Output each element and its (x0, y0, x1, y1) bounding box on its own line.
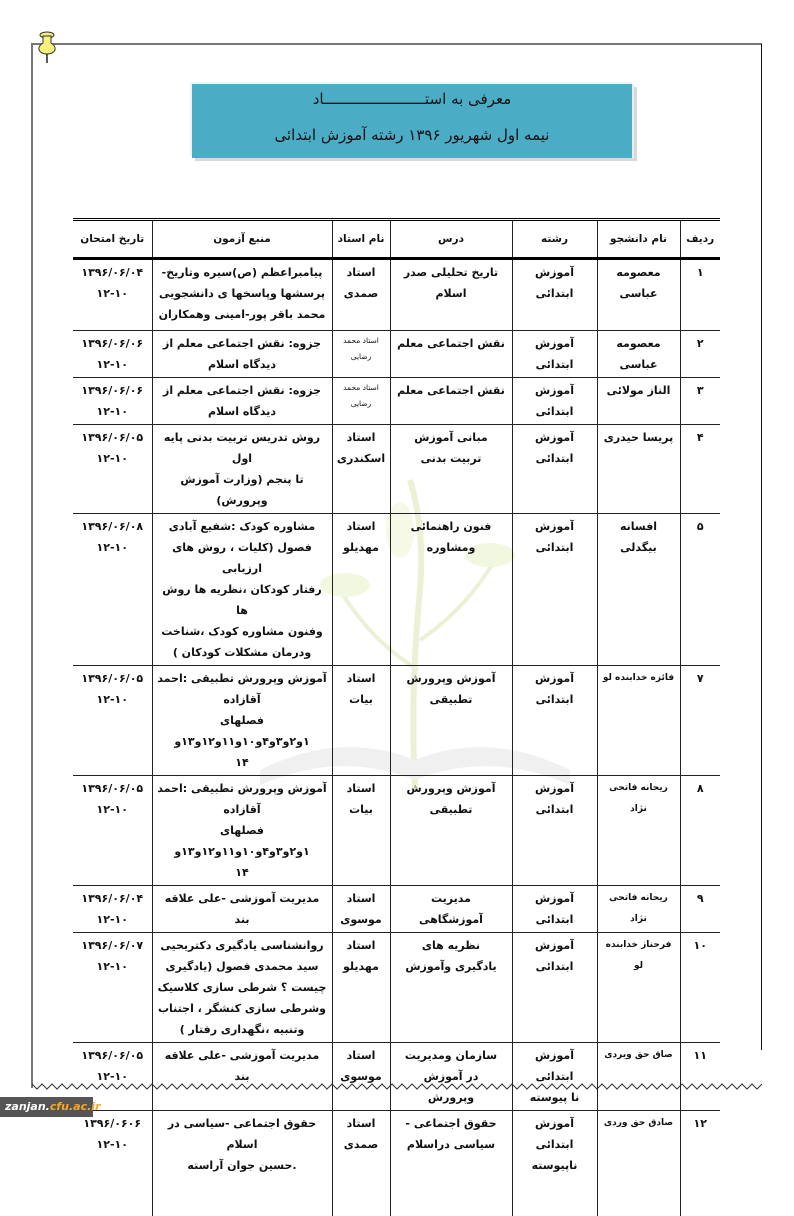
cell-exam-date (73, 331, 152, 378)
cell-row-number: ۱۰ (680, 933, 720, 1043)
page-frame-right (761, 44, 762, 1050)
cell-student-name: پریسا حیدری (597, 425, 680, 514)
cell-course-line: اسلام (435, 287, 467, 300)
cell-row-number: ۸ (680, 776, 720, 886)
cell-student-name: فرحناز خدابنده لو (597, 933, 680, 1043)
cell-student-name: افسانه بیگدلی (597, 514, 680, 666)
cell-field-line: ابتدائی (535, 541, 574, 554)
cell-instructor-line: استاد بیات (346, 672, 376, 706)
cell-course-line: وپرورش (427, 1091, 475, 1104)
cell-exam-source-line: محمد باقر پور-امینی وهمکاران (158, 308, 326, 321)
cell-exam-source (152, 776, 332, 886)
cell-exam-source (152, 886, 332, 933)
cell-exam-source (152, 666, 332, 776)
cell-exam-source-line: آموزش وپرورش تطبیقی :احمد (157, 782, 327, 795)
cell-instructor (332, 1111, 390, 1216)
cell-exam-source (152, 1111, 332, 1216)
cell-exam-date-line: ۱۲-۱۰ (96, 960, 128, 973)
cell-course (390, 425, 512, 514)
cell-course-line: در آموزش (423, 1070, 479, 1083)
cell-exam-date-line: ۱۳۹۶/۰۶/۰۵ (81, 672, 144, 685)
cell-exam-source-line: آقازاده (223, 693, 261, 706)
cell-instructor (332, 886, 390, 933)
cell-field (512, 886, 597, 933)
cell-exam-source-line: حقوق اجتماعی -سیاسی در اسلام (167, 1117, 317, 1151)
title-line-1: معرفی به استـــــــــــــــــــــــاد (312, 90, 512, 108)
cell-exam-source-line: چیست ؟ شرطی سازی کلاسیک (157, 981, 327, 994)
cell-field-line: ابتدائی (535, 960, 574, 973)
col-header-row-number: ردیف (680, 220, 720, 259)
col-header-student-name: نام دانشجو (597, 220, 680, 259)
cell-exam-date-line: ۱۳۹۶/۰۶/۰۴ (81, 266, 144, 279)
cell-field (512, 1111, 597, 1216)
table-row (73, 378, 720, 425)
cell-instructor (332, 331, 390, 378)
cell-instructor-line: موسوی (340, 1070, 382, 1083)
cell-exam-date-line: ۱۲-۱۰ (96, 287, 128, 300)
cell-exam-date (73, 776, 152, 886)
cell-exam-date-line: ۱۲-۱۰ (96, 358, 128, 371)
cell-instructor-line: استاد مهدیلو (343, 520, 379, 554)
pushpin-icon (35, 31, 59, 65)
cell-course (390, 1111, 512, 1216)
cell-instructor (332, 933, 390, 1043)
col-header-instructor: نام استاد (332, 220, 390, 259)
table-row (73, 886, 720, 933)
cell-exam-source-line: فصول (کلیات ، روش های ارزیابی (172, 541, 312, 575)
table-row (73, 425, 720, 514)
cell-course-line: مدیریت (431, 892, 471, 905)
cell-exam-source-line: تا پنجم (وزارت آموزش وپرورش) (180, 473, 304, 507)
cell-field-line: ابتدائی (535, 693, 574, 706)
cell-course-line: آموزشگاهی (419, 913, 483, 926)
cell-course (390, 666, 512, 776)
cell-course-line: آموزش وپرورش (406, 782, 496, 795)
cell-exam-source-line: پیامبراعظم (ص)سیره وتاریخ- (161, 266, 323, 279)
cell-instructor (332, 259, 390, 331)
cell-exam-source (152, 425, 332, 514)
cell-exam-date (73, 425, 152, 514)
site-logo (0, 1097, 101, 1117)
cell-exam-source (152, 259, 332, 331)
cell-student-name: فائزه خدابنده لو (597, 666, 680, 776)
cell-instructor (332, 425, 390, 514)
cell-student-name: معصومه عباسی (597, 331, 680, 378)
cell-instructor-line: استاد بیات (346, 782, 376, 816)
cell-exam-source-line: وتنبیه ،نگهداری رفتار ) (179, 1023, 305, 1036)
cell-exam-date-line: ۱۲-۱۰ (96, 541, 128, 554)
cell-row-number: ۲ (680, 331, 720, 378)
cell-exam-date-line: ۱۳۹۶/۰۶۰۶ (83, 1117, 142, 1130)
cell-exam-source-line: ۱۴ (235, 756, 249, 769)
cell-field-line: ابتدائی (535, 287, 574, 300)
cell-field-line: ابتدائی (535, 1070, 574, 1083)
cell-exam-source-line: ودرمان مشکلات کودکان ) (172, 646, 312, 659)
cell-field-line: آموزش (535, 337, 574, 350)
cell-instructor (332, 666, 390, 776)
cell-instructor-line: استاد (346, 892, 376, 905)
cell-field-line: ابتدائی (535, 913, 574, 926)
cell-exam-source-line: روانشناسی یادگیری دکتریحیی (160, 939, 324, 952)
cell-course-line: نقش اجتماعی معلم (397, 384, 505, 397)
cell-course (390, 886, 512, 933)
cell-exam-source-line: آقازاده (223, 803, 261, 816)
cell-student-name: ریحانه فاتحی نژاد (597, 776, 680, 886)
cell-exam-source (152, 933, 332, 1043)
table-row (73, 259, 720, 331)
cell-field (512, 331, 597, 378)
cell-exam-date-line: ۱۳۹۶/۰۶/۰۵ (81, 431, 144, 444)
cell-field (512, 378, 597, 425)
cell-student-name: صادق حق وردی (597, 1111, 680, 1216)
cell-exam-date-line: ۱۲-۱۰ (96, 1138, 128, 1151)
cell-exam-date (73, 259, 152, 331)
cell-course-line: تاریخ تحلیلی صدر (403, 266, 499, 279)
table-row (73, 331, 720, 378)
cell-row-number: ۳ (680, 378, 720, 425)
cell-course-line: تطبیقی (429, 693, 473, 706)
cell-exam-date (73, 886, 152, 933)
cell-course (390, 259, 512, 331)
cell-exam-source-line: ۱۴ (235, 866, 249, 879)
table-row (73, 666, 720, 776)
table-row (73, 514, 720, 666)
title-banner (192, 84, 634, 158)
cell-exam-date (73, 514, 152, 666)
cell-exam-date (73, 666, 152, 776)
title-line-2: نیمه اول شهریور ۱۳۹۶ رشته آموزش ابتدائی (274, 126, 550, 144)
cell-exam-date-line: ۱۲-۱۰ (96, 452, 128, 465)
cell-row-number: ۱۲ (680, 1111, 720, 1216)
cell-instructor-line: اسکندری (336, 452, 386, 465)
cell-exam-source-line: رفتار کودکان ،نظریه ها روش ها (162, 583, 322, 617)
cell-instructor (332, 514, 390, 666)
cell-exam-date-line: ۱۲-۱۰ (96, 1070, 128, 1083)
cell-exam-source-line: وشرطی سازی کنشگر ، اجتناب (157, 1002, 327, 1015)
cell-field (512, 933, 597, 1043)
cell-course-line: یادگیری وآموزش (405, 960, 497, 973)
exam-schedule-table (73, 218, 720, 1216)
cell-field-line: ناپیوسته (531, 1159, 578, 1172)
cell-row-number: ۵ (680, 514, 720, 666)
cell-field-line: آموزش (535, 892, 574, 905)
cell-row-number: ۱۱ (680, 1043, 720, 1111)
cell-exam-source (152, 378, 332, 425)
cell-field-line: ابتدائی (535, 452, 574, 465)
cell-exam-source (152, 1043, 332, 1111)
cell-student-name: صاق حق ویردی (597, 1043, 680, 1111)
cell-exam-date-line: ۱۳۹۶/۰۶/۰۵ (81, 1049, 144, 1062)
cell-instructor-line: استاد (346, 431, 376, 444)
cell-exam-date-line: ۱۳۹۶/۰۶/۰۷ (81, 939, 144, 952)
cell-exam-source-line: مدیریت آموزشی -علی علاقه بند (164, 892, 320, 926)
cell-field-line: آموزش (535, 1049, 574, 1062)
cell-exam-source-line: دیدگاه اسلام (208, 405, 276, 418)
col-header-exam-date: تاریخ امتحان (73, 220, 152, 259)
table-row (73, 1111, 720, 1216)
cell-field (512, 776, 597, 886)
cell-course (390, 1043, 512, 1111)
col-header-course: درس (390, 220, 512, 259)
cell-instructor-line: موسوی (340, 913, 382, 926)
cell-exam-source-line: مدیریت آموزشی -علی علاقه بند (164, 1049, 320, 1083)
cell-field (512, 666, 597, 776)
cell-exam-source (152, 514, 332, 666)
logo-prefix: zanjan. (5, 1100, 50, 1113)
cell-exam-date-line: ۱۳۹۶/۰۶/۰۴ (81, 892, 144, 905)
cell-exam-source-line: پرسشها وپاسخها ی دانشجویی (158, 287, 325, 300)
cell-exam-source-line: دیدگاه اسلام (208, 358, 276, 371)
cell-exam-date-line: ۱۳۹۶/۰۶/۰۵ (81, 782, 144, 795)
cell-field-line: آموزش (535, 672, 574, 685)
cell-course-line: مبانی آموزش (414, 431, 488, 444)
cell-instructor-line: استاد مهدیلو (343, 939, 379, 973)
cell-course-line: سازمان ومدیریت (404, 1049, 498, 1062)
cell-exam-date-line: ۱۲-۱۰ (96, 913, 128, 926)
cell-row-number: ۴ (680, 425, 720, 514)
table-row (73, 1043, 720, 1111)
cell-course-line: حقوق اجتماعی - (405, 1117, 497, 1130)
cell-course-line: تطبیقی (429, 803, 473, 816)
cell-instructor (332, 776, 390, 886)
cell-field-line: آموزش (535, 384, 574, 397)
cell-exam-date (73, 933, 152, 1043)
cell-exam-source-line: .حسین جوان آراسته (187, 1159, 297, 1172)
cell-field-line: ابتدائی (535, 358, 574, 371)
cell-course-line: نظریه های (421, 939, 481, 952)
cell-student-name: ریحانه فاتحی نژاد (597, 886, 680, 933)
cell-instructor-line: رضایی (350, 352, 372, 361)
cell-exam-source-line: فصلهای ۱و۲و۳و۴و۱۰و۱۱و۱۲و۱۳و (174, 824, 310, 858)
cell-exam-date-line: ۱۲-۱۰ (96, 803, 128, 816)
page-frame-left (31, 43, 33, 1088)
cell-course (390, 776, 512, 886)
cell-field (512, 1043, 597, 1111)
cell-course-line: سیاسی دراسلام (406, 1138, 496, 1151)
cell-field-line: آموزش (535, 782, 574, 795)
cell-row-number: ۱ (680, 259, 720, 331)
cell-exam-date (73, 1111, 152, 1216)
cell-exam-source (152, 331, 332, 378)
cell-field-line: آموزش (535, 266, 574, 279)
cell-exam-date-line: ۱۳۹۶/۰۶/۰۶ (81, 384, 144, 397)
col-header-exam-source: منبع آزمون (152, 220, 332, 259)
cell-instructor-line: استاد محمد (343, 336, 379, 345)
cell-instructor-line: استاد (346, 1049, 376, 1062)
cell-field-line: آموزش (535, 431, 574, 444)
cell-course (390, 933, 512, 1043)
cell-exam-date-line: ۱۲-۱۰ (96, 693, 128, 706)
cell-course (390, 514, 512, 666)
cell-exam-source-line: وفنون مشاوره کودک ،شناخت (161, 625, 323, 638)
cell-instructor-line: رضایی (350, 399, 372, 408)
cell-row-number: ۹ (680, 886, 720, 933)
cell-exam-date-line: ۱۲-۱۰ (96, 405, 128, 418)
cell-exam-source-line: جزوه: نقش اجتماعی معلم از (163, 384, 321, 397)
page-frame-top (32, 43, 762, 45)
cell-exam-date-line: ۱۳۹۶/۰۶/۰۸ (81, 520, 144, 533)
table-row (73, 933, 720, 1043)
cell-course-line: تربیت بدنی (420, 452, 482, 465)
cell-field-line: آموزش (535, 939, 574, 952)
cell-field-line: آموزش (535, 520, 574, 533)
cell-field (512, 425, 597, 514)
cell-exam-source-line: فصلهای ۱و۲و۳و۴و۱۰و۱۱و۱۲و۱۳و (174, 714, 310, 748)
cell-course-line: فنون راهنمائی (410, 520, 492, 533)
cell-exam-date-line: ۱۳۹۶/۰۶/۰۶ (81, 337, 144, 350)
cell-exam-source-line: روش تدریس تربیت بدنی پایه اول (163, 431, 321, 465)
cell-instructor-line: استاد محمد (343, 383, 379, 392)
cell-field-line: ابتدائی (535, 1138, 574, 1151)
cell-course-line: نقش اجتماعی معلم (397, 337, 505, 350)
cell-exam-source-line: آموزش وپرورش تطبیقی :احمد (157, 672, 327, 685)
table-header-row (73, 220, 720, 259)
cell-field-line: ابتدائی (535, 803, 574, 816)
cell-student-name: الناز مولائی (597, 378, 680, 425)
cell-field-line: ابتدائی (535, 405, 574, 418)
cell-field-line: آموزش (535, 1117, 574, 1130)
cell-course-line: آموزش وپرورش (406, 672, 496, 685)
cell-instructor-line: استاد صمدی (343, 266, 379, 300)
cell-instructor-line: استاد صمدی (343, 1117, 379, 1151)
cell-exam-source-line: جزوه: نقش اجتماعی معلم از (163, 337, 321, 350)
cell-student-name: معصومه عباسی (597, 259, 680, 331)
cell-course (390, 378, 512, 425)
cell-field (512, 259, 597, 331)
cell-exam-date (73, 378, 152, 425)
cell-course-line: ومشاوره (426, 541, 476, 554)
cell-instructor (332, 378, 390, 425)
cell-exam-source-line: سید محمدی فصول (یادگیری (165, 960, 319, 973)
cell-instructor (332, 1043, 390, 1111)
cell-field-line: نا پیوسته (529, 1091, 580, 1104)
cell-course (390, 331, 512, 378)
cell-row-number: ۷ (680, 666, 720, 776)
cell-field (512, 514, 597, 666)
cell-exam-source-line: مشاوره کودک :شفیع آبادی (168, 520, 316, 533)
logo-suffix: cfu.ac.ir (49, 1100, 101, 1113)
table-row (73, 776, 720, 886)
col-header-field: رشته (512, 220, 597, 259)
